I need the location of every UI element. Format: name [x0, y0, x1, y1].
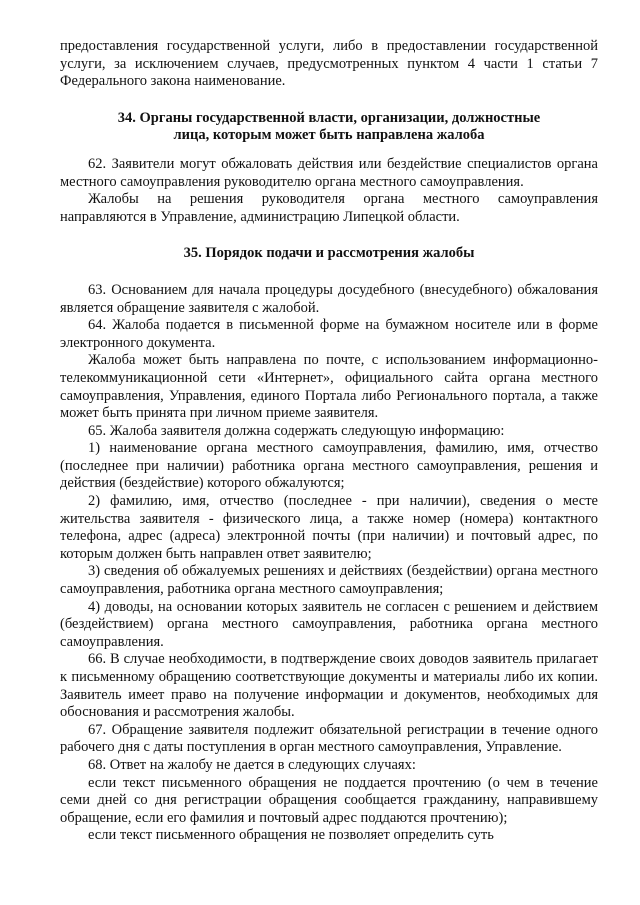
intro-paragraph: предоставления государственной услуги, либо в предоставлении государственной услуги, за исключением случаев, предусмотренных пунктом 4 части 1 статьи 7 Федерального закона наименование. [60, 38, 598, 90]
paragraph-65-item-3: 3) сведения об обжалуемых решениях и действиях (бездействии) органа местного самоуправления, работника органа местного самоуправления; [60, 563, 598, 598]
section-34-heading-line2: лица, которым может быть направлена жалоба [173, 127, 485, 144]
paragraph-68-case-1: если текст письменного обращения не поддается прочтению (о чем в течение семи дней со дня регистрации обращения сообщается гражданину, направившему обращение, если его фамилия и почтовый адрес поддаются прочтению); [60, 774, 598, 826]
paragraph-68-case-2: если текст письменного обращения не позволяет определить суть [88, 827, 494, 844]
paragraph-62: 62. Заявители могут обжаловать действия или бездействие специалистов органа местного самоуправления руководителю органа местного самоуправления. [60, 155, 598, 190]
section-34-heading [60, 110, 598, 145]
paragraph-63: 63. Основанием для начала процедуры досудебного (внесудебного) обжалования является обращение заявителя с жалобой. [60, 281, 598, 316]
paragraph-65-item-4: 4) доводы, на основании которых заявитель не согласен с решением и действием (бездействием) органа местного самоуправления, работника органа местного самоуправления. [60, 598, 598, 650]
paragraph-64-continued: Жалоба может быть направлена по почте, с использованием информационно-телекоммуникационной сети «Интернет», официального сайта органа местного самоуправления, Управления, единого Портала либо Регионального портала, а также может быть принята при личном приеме заявителя. [60, 352, 598, 422]
paragraph-65-item-1: 1) наименование органа местного самоуправления, фамилию, имя, отчество (последнее при наличии) работника органа местного самоуправления, решения и действия (бездействие) которого обжалуются; [60, 440, 598, 492]
paragraph-66: 66. В случае необходимости, в подтверждение своих доводов заявитель прилагает к письменному обращению соответствующие документы и материалы либо их копии. Заявитель имеет право на получение информации и документов, необходимых для обоснования и рассмотрения жалобы. [60, 651, 598, 721]
section-35-heading: 35. Порядок подачи и рассмотрения жалобы [183, 245, 475, 262]
paragraph-67: 67. Обращение заявителя подлежит обязательной регистрации в течение одного рабочего дня с даты поступления в орган местного самоуправления, Управление. [60, 721, 598, 756]
paragraph-65-item-2: 2) фамилию, имя, отчество (последнее - при наличии), сведения о месте жительства заявителя - физического лица, а также номер (номера) контактного телефона, адрес (адреса) электронной почты (при наличии) и почтовый адрес, по которым должен быть направлен ответ заявителю; [60, 493, 598, 562]
paragraph-68: 68. Ответ на жалобу не дается в следующих случаях: [88, 756, 416, 773]
paragraph-65: 65. Жалоба заявителя должна содержать следующую информацию: [88, 422, 505, 439]
section-34-heading-line1: 34. Органы государственной власти, организации, должностные [117, 109, 541, 126]
paragraph-64: 64. Жалоба подается в письменной форме на бумажном носителе или в форме электронного документа. [60, 317, 598, 351]
paragraph-62-continued: Жалобы на решения руководителя органа местного самоуправления направляются в Управление, администрацию Липецкой области. [60, 191, 598, 225]
